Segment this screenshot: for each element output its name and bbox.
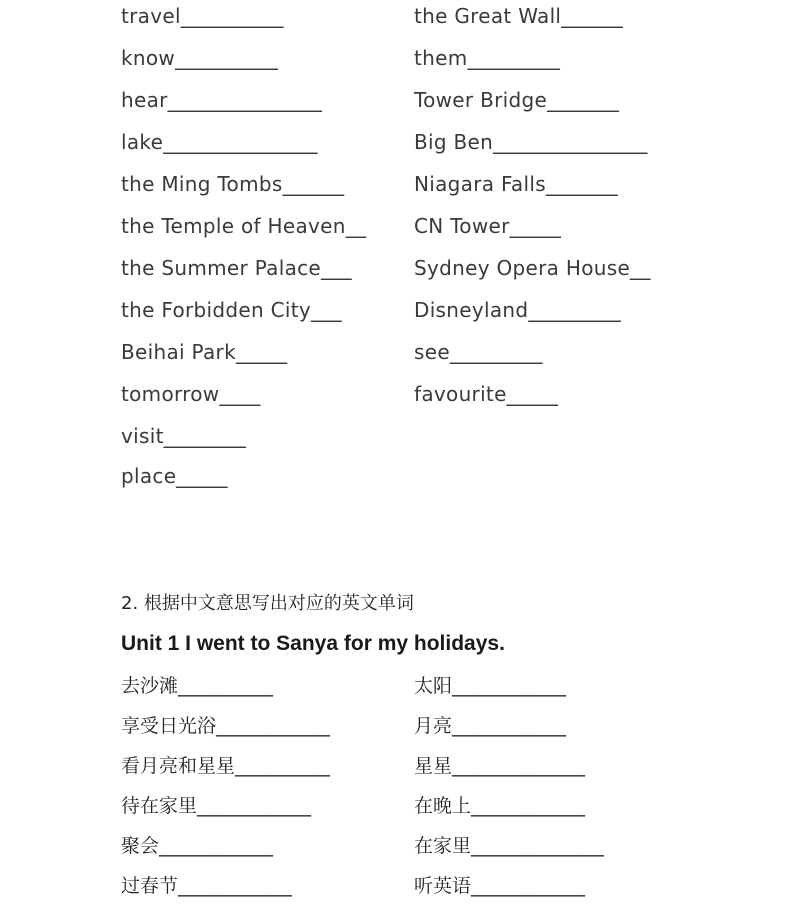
vocab-item: place_____ — [121, 464, 228, 488]
vocab-item: Niagara Falls_______ — [414, 172, 619, 196]
vocab-item: hear_______________ — [121, 88, 323, 112]
vocab-item: the Great Wall______ — [414, 4, 624, 28]
vocab-item: lake_______________ — [121, 130, 318, 154]
vocab-item: the Temple of Heaven__ — [121, 214, 367, 238]
chinese-item: 去沙滩__________ — [121, 675, 274, 697]
vocab-item: visit________ — [121, 424, 247, 448]
chinese-item: 待在家里____________ — [121, 795, 312, 817]
vocab-item: Tower Bridge_______ — [414, 88, 620, 112]
chinese-item: 看月亮和星星__________ — [121, 755, 331, 777]
section-heading: 2. 根据中文意思写出对应的英文单词 — [121, 593, 414, 614]
vocab-item: Big Ben_______________ — [414, 130, 648, 154]
vocab-item: travel__________ — [121, 4, 284, 28]
vocab-item: Sydney Opera House__ — [414, 256, 651, 280]
chinese-item: 聚会____________ — [121, 835, 274, 857]
vocab-item: favourite_____ — [414, 382, 559, 406]
chinese-item: 享受日光浴____________ — [121, 715, 331, 737]
vocab-item: Beihai Park_____ — [121, 340, 288, 364]
chinese-item: 太阳____________ — [414, 675, 567, 697]
vocab-item: them_________ — [414, 46, 561, 70]
chinese-item: 听英语____________ — [414, 875, 586, 897]
vocab-item: know__________ — [121, 46, 279, 70]
vocab-item: CN Tower_____ — [414, 214, 562, 238]
vocab-item: the Forbidden City___ — [121, 298, 342, 322]
vocab-item: Disneyland_________ — [414, 298, 622, 322]
chinese-item: 过春节____________ — [121, 875, 293, 897]
vocab-item: the Summer Palace___ — [121, 256, 352, 280]
vocab-item: the Ming Tombs______ — [121, 172, 345, 196]
chinese-item: 星星______________ — [414, 755, 586, 777]
chinese-item: 在家里______________ — [414, 835, 605, 857]
vocab-item: tomorrow____ — [121, 382, 261, 406]
chinese-item: 月亮____________ — [414, 715, 567, 737]
chinese-item: 在晚上____________ — [414, 795, 586, 817]
vocab-item: see_________ — [414, 340, 543, 364]
unit-title: Unit 1 I went to Sanya for my holidays. — [121, 632, 505, 655]
